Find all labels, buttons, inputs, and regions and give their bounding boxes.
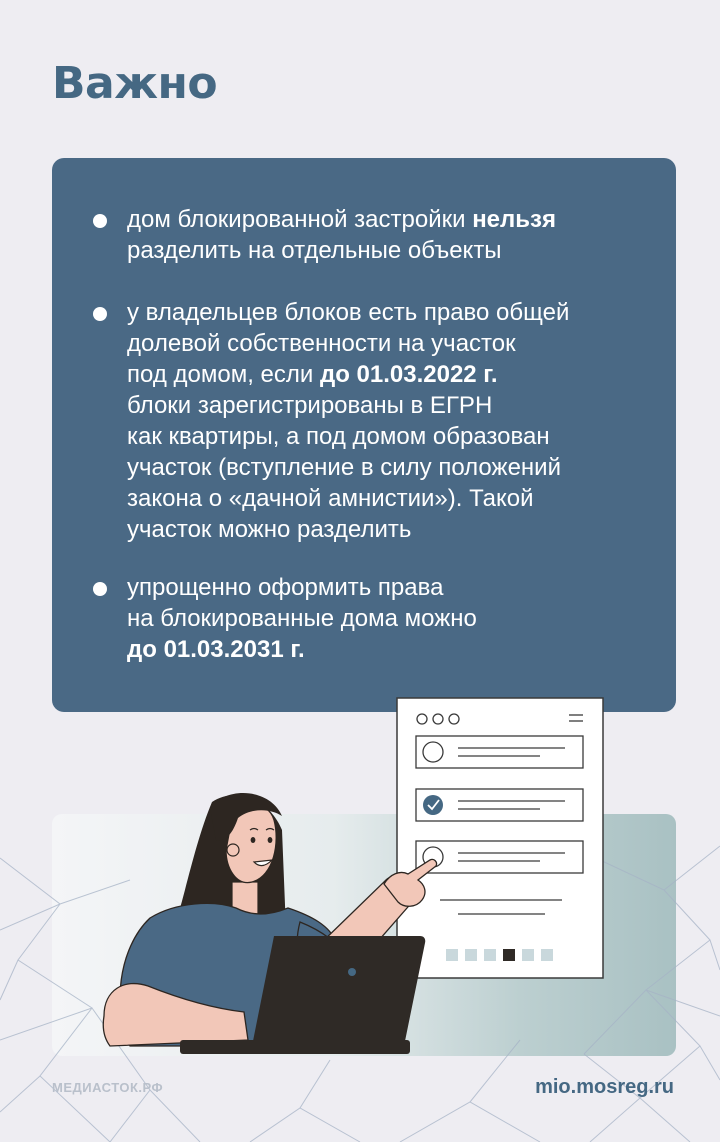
item2-line3: под домом, если (127, 361, 320, 388)
item3-date: до 01.03.2031 г. (127, 636, 305, 663)
footer-brand: МЕДИАСТОК.РФ (52, 1080, 164, 1095)
checklist-document (397, 698, 603, 978)
page-title: Важно (52, 58, 218, 109)
item2-line8: участок можно разделить (127, 516, 412, 543)
item3-line2: на блокированные дома можно (127, 605, 477, 632)
item1-text: дом блокированной застройки (127, 206, 473, 233)
info-card (52, 158, 676, 712)
item2-line5: как квартиры, а под домом образован (127, 423, 550, 450)
bullet-icon (93, 307, 107, 321)
item2-line2: долевой собственности на участок (127, 330, 516, 357)
bullet-icon (93, 582, 107, 596)
item3-line1: упрощенно оформить права (127, 574, 444, 601)
item2-date: до 01.03.2022 г. (319, 361, 498, 388)
item2-line6: участок (вступление в силу положений (127, 454, 561, 481)
bullet-icon (93, 214, 107, 228)
item2-line1: у владельцев блоков есть право общей (127, 299, 570, 326)
item1-bold: нельзя (472, 206, 556, 233)
info-item-3 (127, 572, 667, 665)
item2-line7: закона о «дачной амнистии»). Такой (127, 485, 534, 512)
item1-line2: разделить на отдельные объекты (127, 237, 502, 264)
info-item-2 (127, 297, 667, 545)
footer-site-link[interactable]: mio.mosreg.ru (535, 1076, 674, 1098)
info-item-1 (127, 204, 667, 266)
item2-line4: блоки зарегистрированы в ЕГРН (127, 392, 493, 419)
woman-laptop-illustration (0, 690, 720, 1070)
